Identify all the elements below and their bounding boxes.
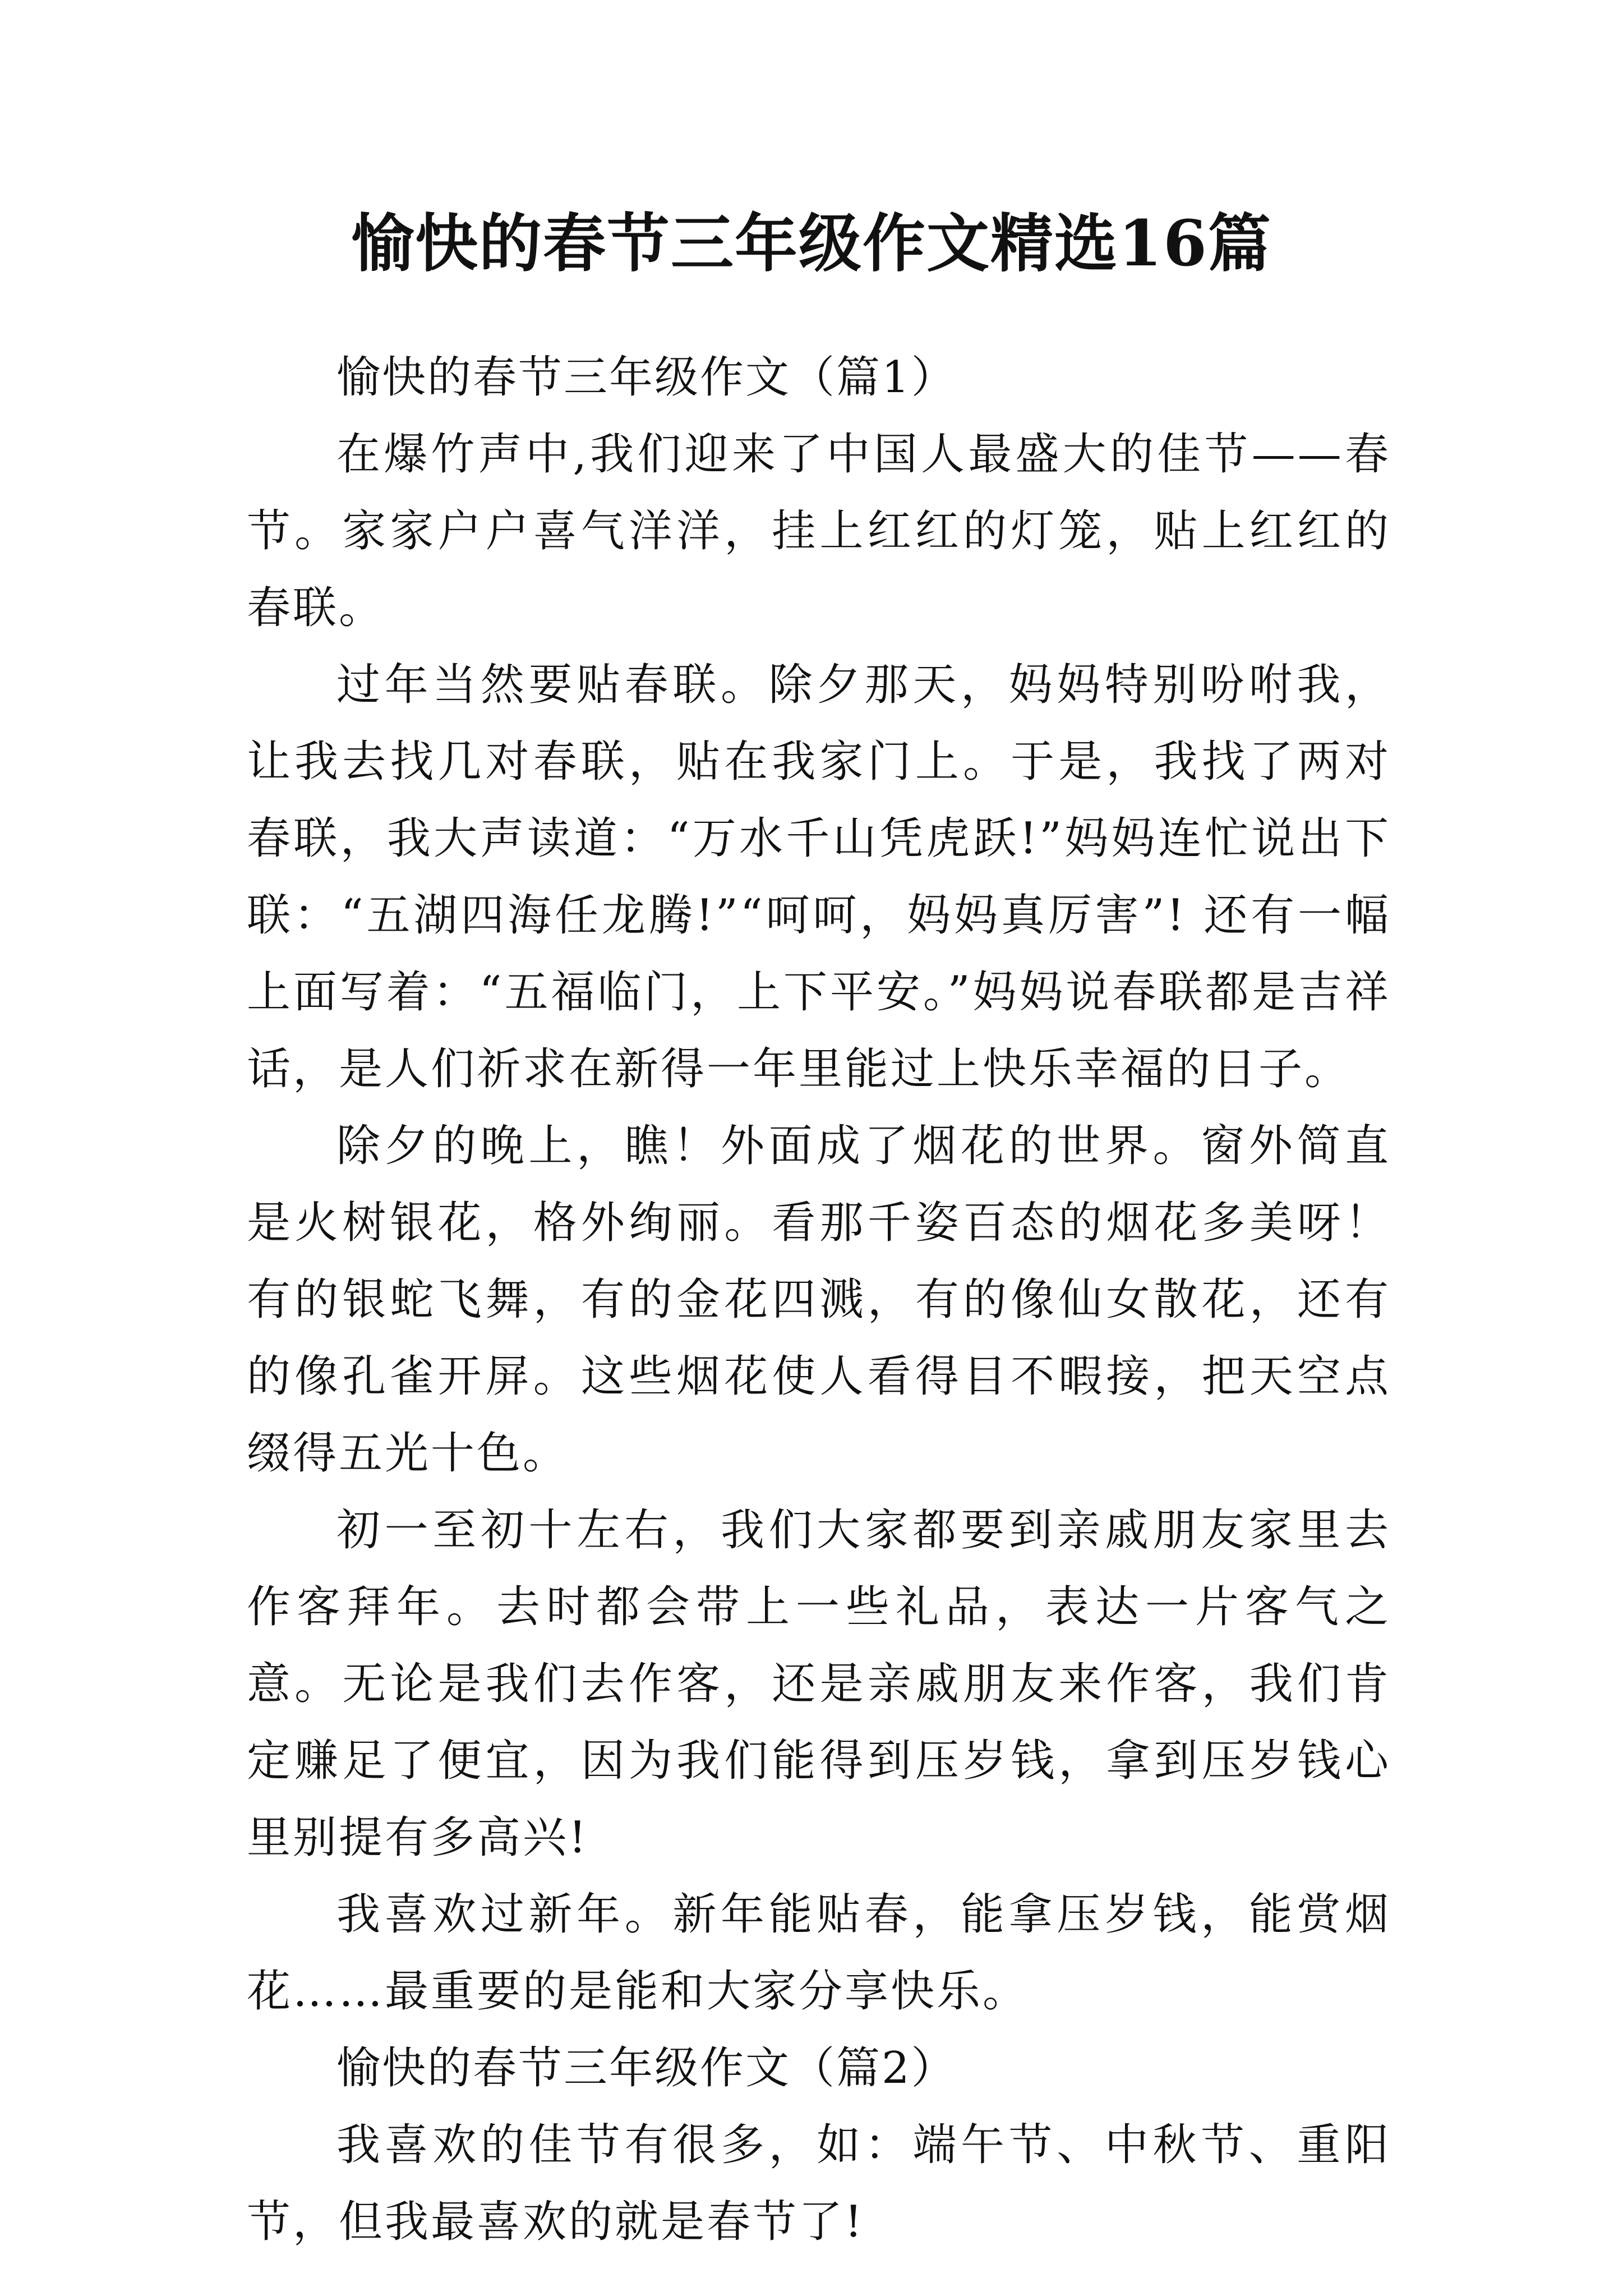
section-heading-2: 愉快的春节三年级作文（篇2） bbox=[336, 2043, 957, 2093]
paragraph: 在爆竹声中,我们迎来了中国人最盛大的佳节——春节。家家户户喜气洋洋，挂上红红的灯笼，贴上红红的春联。 bbox=[247, 429, 1391, 633]
section-heading-1: 愉快的春节三年级作文（篇1） bbox=[336, 352, 957, 403]
paragraph: 初一至初十左右，我们大家都要到亲戚朋友家里去作客拜年。去时都会带上一些礼品，表达一片客气之意。无论是我们去作客，还是亲戚朋友来作客，我们肯定赚足了便宜，因为我们能得到压岁钱，拿到压岁钱心里别提有多高兴! bbox=[247, 1505, 1391, 1863]
paragraph: 我喜欢的佳节有很多，如：端午节、中秋节、重阳节，但我最喜欢的就是春节了! bbox=[247, 2120, 1391, 2247]
paragraph: 过年当然要贴春联。除夕那天，妈妈特别吩咐我，让我去找几对春联，贴在我家门上。于是，我找了两对春联，我大声读道：“万水千山凭虎跃!”妈妈连忙说出下联：“五湖四海任龙腾!”“呵呵，妈妈真厉害”! 还有一幅上面写着：“五福临门，上下平安。”妈妈说春联都是吉祥话，是人们祈求在新得一年里能过上快乐幸福的日子。 bbox=[247, 660, 1391, 1094]
paragraph: 除夕的晚上，瞧！外面成了烟花的世界。窗外简直是火树银花，格外绚丽。看那千姿百态的烟花多美呀！有的银蛇飞舞，有的金花四溅，有的像仙女散花，还有的像孔雀开屏。这些烟花使人看得目不暇接，把天空点缀得五光十色。 bbox=[247, 1121, 1391, 1479]
document-title: 愉快的春节三年级作文精选16篇 bbox=[351, 207, 1272, 280]
paragraph: 我喜欢过新年。新年能贴春，能拿压岁钱，能赏烟花……最重要的是能和大家分享快乐。 bbox=[247, 1889, 1391, 2017]
document-body bbox=[247, 339, 1391, 2261]
